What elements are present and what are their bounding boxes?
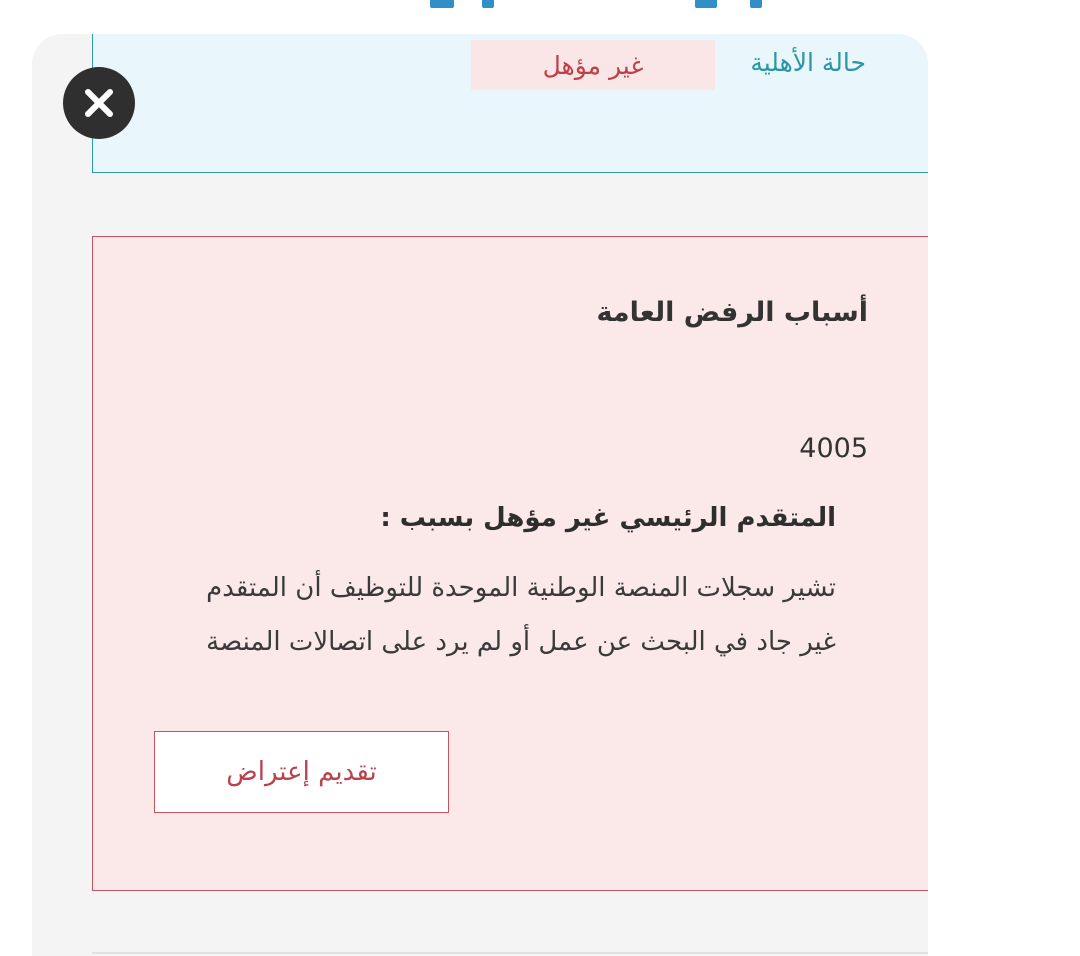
header-fragment	[430, 0, 454, 8]
submit-appeal-button[interactable]: تقديم إعتراض	[154, 731, 449, 813]
rejection-reason-heading: المتقدم الرئيسي غير مؤهل بسبب :	[380, 503, 836, 533]
rejection-reasons-title: أسباب الرفض العامة	[596, 297, 868, 328]
bottom-divider	[92, 952, 928, 954]
eligibility-status-label: حالة الأهلية	[750, 48, 866, 77]
modal-card	[32, 34, 928, 956]
top-header-fragments	[0, 0, 1080, 14]
close-icon	[82, 86, 116, 120]
header-fragment	[695, 0, 717, 8]
rejection-reason-description: تشير سجلات المنصة الوطنية الموحدة للتوظيف أن المتقدم غير جاد في البحث عن عمل أو لم يرد على اتصالات المنصة	[206, 573, 836, 657]
eligibility-status-panel	[92, 34, 928, 173]
header-fragment	[482, 0, 494, 8]
rejection-reason-code: 4005	[799, 433, 868, 464]
close-button[interactable]	[63, 67, 135, 139]
header-fragment	[750, 0, 762, 8]
rejection-reasons-panel	[92, 236, 928, 891]
eligibility-status-badge: غير مؤهل	[471, 40, 715, 90]
